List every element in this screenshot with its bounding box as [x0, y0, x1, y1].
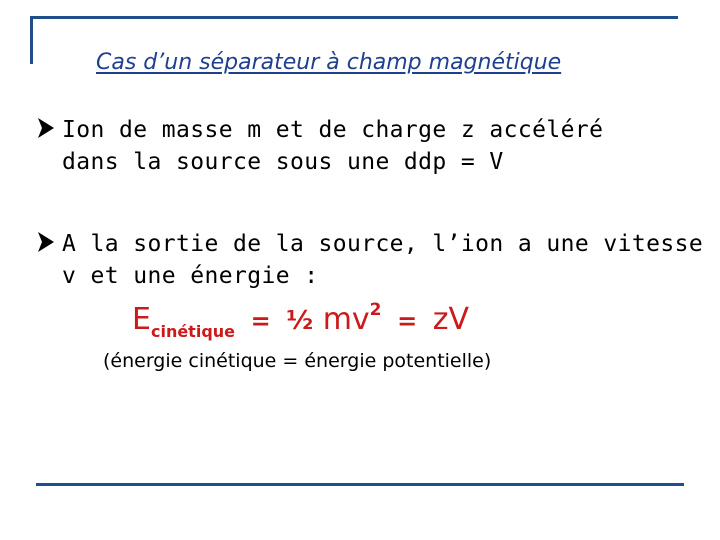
bullet-line: Ion de masse m et de charge z accéléré	[62, 117, 604, 143]
energy-note: (énergie cinétique = énergie potentielle)	[103, 350, 492, 372]
formula-rhs: zV	[432, 302, 469, 337]
arrow-right-icon	[36, 231, 56, 257]
frame-left-line	[30, 16, 33, 64]
arrow-right-icon	[36, 117, 56, 143]
bullet-ion-velocity	[62, 228, 703, 292]
bullet-line: A la sortie de la source, l’ion a une vitesse	[62, 231, 704, 257]
bullet-line: dans la source sous une ddp = V	[62, 149, 504, 175]
bullet-line: v et une énergie :	[62, 263, 319, 289]
formula-superscript: 2	[369, 300, 382, 320]
formula-subscript: cinétique	[150, 322, 236, 341]
kinetic-energy-formula	[132, 300, 469, 341]
formula-equals: =	[250, 307, 271, 335]
formula-equals: =	[397, 307, 418, 335]
bullet-ion-acceleration	[62, 114, 603, 178]
formula-lhs: E	[132, 302, 151, 337]
frame-bottom-line	[36, 483, 684, 486]
frame-top-line	[30, 16, 678, 19]
slide-title: Cas d’un séparateur à champ magnétique	[96, 50, 562, 75]
formula-mv: mv	[322, 302, 370, 337]
formula-half: ½	[286, 306, 314, 336]
